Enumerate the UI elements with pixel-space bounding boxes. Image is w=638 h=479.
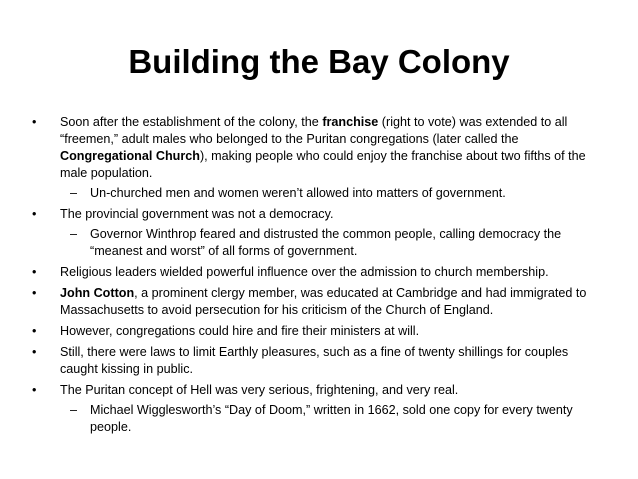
- bullet-item: [32, 114, 604, 182]
- sub-bullet-item: [32, 402, 604, 436]
- bullet-item: [32, 323, 604, 340]
- dash-marker: –: [70, 227, 78, 241]
- bullet-marker: •: [32, 265, 37, 279]
- bullet-text: , a prominent clergy member, was educated at Cambridge and had immigrated to Massachusetts to avoid persecution for his criticism of the Church of England.: [60, 286, 587, 317]
- dash-marker: –: [70, 403, 78, 417]
- bullet-marker: •: [32, 324, 37, 338]
- bullet-text: Michael Wigglesworth’s “Day of Doom,” written in 1662, sold one copy for every twenty people.: [90, 403, 573, 434]
- bullet-marker: •: [32, 383, 37, 397]
- dash-marker: –: [70, 186, 78, 200]
- bullet-text: (right to vote) was extended to all “freemen,” adult males who belonged to the Puritan congregations (later called the: [60, 115, 568, 146]
- bullet-list: [32, 114, 604, 436]
- bullet-marker: •: [32, 115, 37, 129]
- bold-term: Congregational Church: [60, 149, 200, 163]
- bullet-marker: •: [32, 207, 37, 221]
- bullet-item: [32, 206, 604, 223]
- bullet-marker: •: [32, 345, 37, 359]
- bullet-text: Governor Winthrop feared and distrusted the common people, calling democracy the “meanest and worst” of all forms of government.: [90, 227, 562, 258]
- bullet-item: [32, 382, 604, 399]
- bullet-text: However, congregations could hire and fire their ministers at will.: [60, 324, 420, 338]
- bullet-text: Still, there were laws to limit Earthly pleasures, such as a fine of twenty shillings for couples caught kissing in public.: [60, 345, 569, 376]
- bullet-item: [32, 264, 604, 281]
- bold-term: franchise: [322, 115, 379, 129]
- sub-bullet-item: [32, 226, 604, 260]
- bullet-text: Soon after the establishment of the colony, the: [60, 115, 323, 129]
- bullet-item: [32, 285, 604, 319]
- bullet-item: [32, 344, 604, 378]
- bullet-text: The Puritan concept of Hell was very serious, frightening, and very real.: [60, 383, 459, 397]
- bullet-marker: •: [32, 286, 37, 300]
- sub-bullet-item: [32, 185, 604, 202]
- bullet-text: Un-churched men and women weren’t allowed into matters of government.: [90, 186, 506, 200]
- bullet-text: The provincial government was not a democracy.: [60, 207, 334, 221]
- bullet-text: ), making people who could enjoy the franchise about two fifths of the male population.: [60, 149, 586, 180]
- bold-term: John Cotton: [60, 286, 135, 300]
- slide-title: Building the Bay Colony: [128, 43, 510, 80]
- bullet-text: Religious leaders wielded powerful influence over the admission to church membership.: [60, 265, 549, 279]
